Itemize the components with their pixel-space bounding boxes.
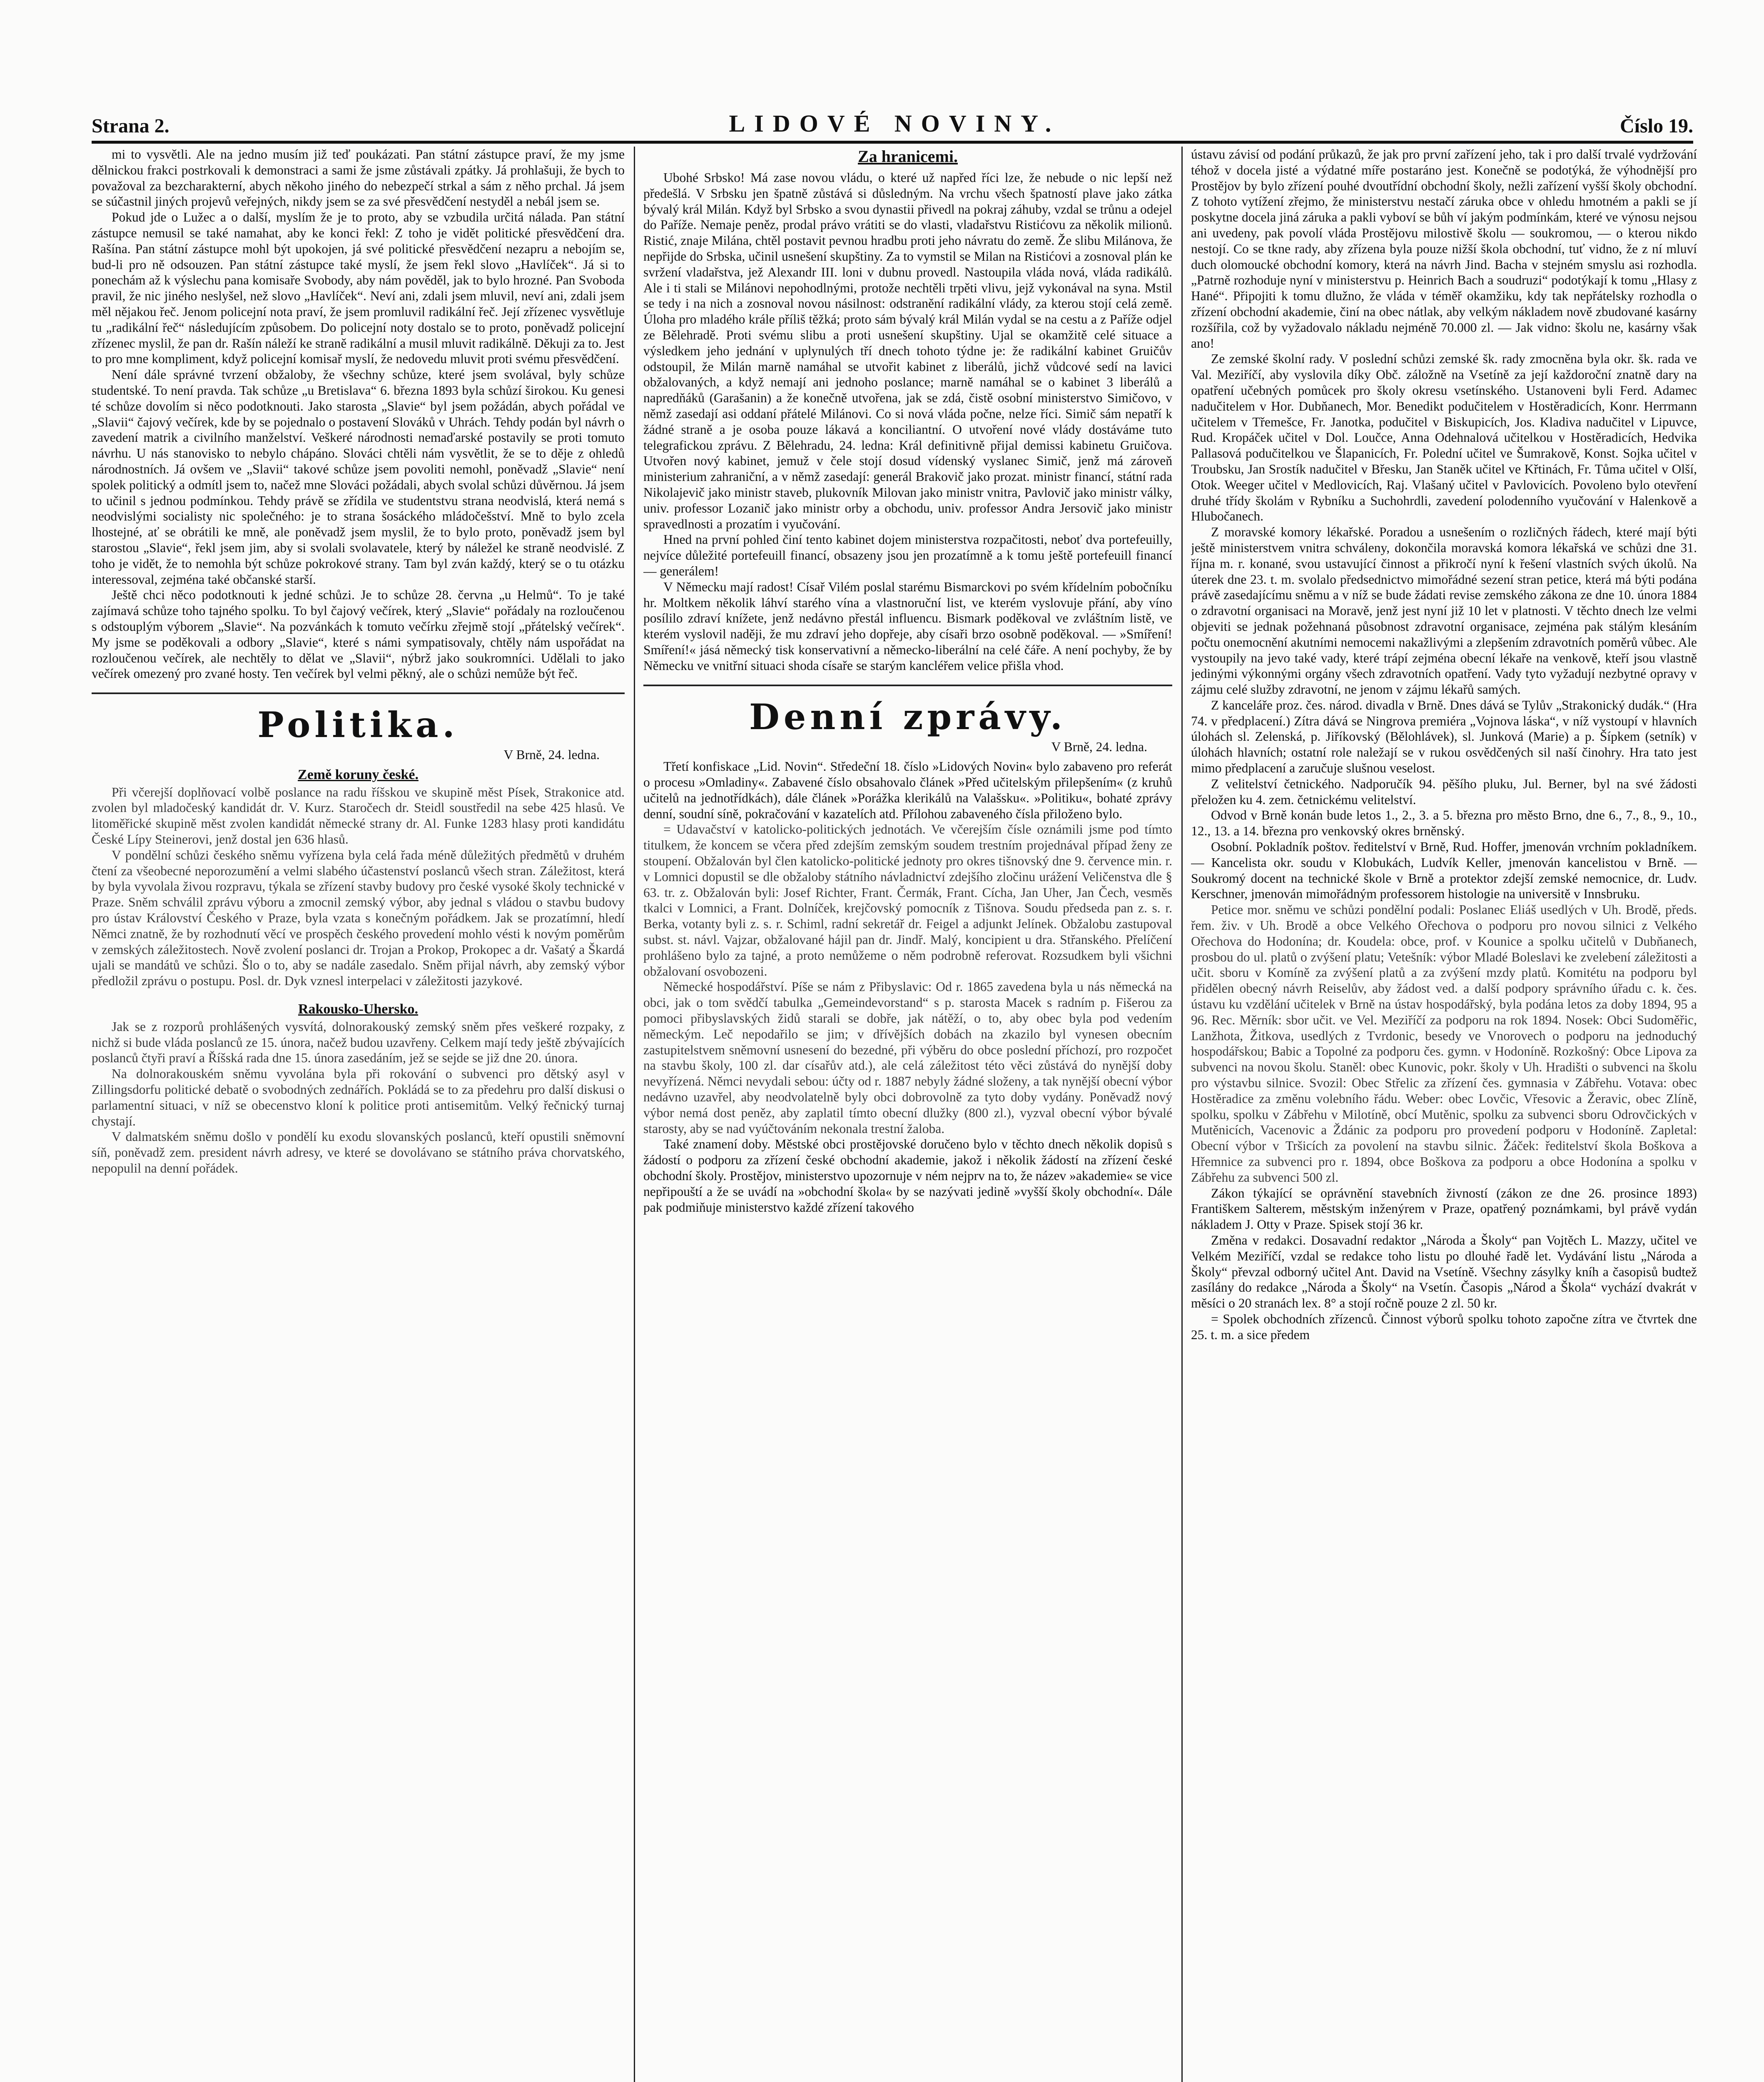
faded-text-block xyxy=(92,1019,625,1176)
dateline: V Brně, 24. ledna. xyxy=(503,747,600,762)
page-header xyxy=(92,102,1693,144)
article-paragraph: Z velitelství četnického. Nadporučík 94. pěšího pluku, Jul. Berner, byl na své žádosti přeložen ku 4. zem. četnickému velitelství. xyxy=(1191,776,1697,807)
column-rule xyxy=(1181,147,1183,2082)
section-divider xyxy=(643,685,1172,686)
faded-text-block xyxy=(1191,902,1697,1185)
faded-text-block xyxy=(92,784,625,989)
article-paragraph: ústavu závisí od podání průkazů, že jak pro první zařízení jeho, tak i pro další trvalé vydržování téhož v docela jisté a výdatné míře postaráno jest. Konečně se podotýká, že výhodnější pro Prostějov by bylo zřízení pouhé dvoutřídní obchodní školy, nežli zařízení vyšší školy obchodní. Z tohoto vytížení zřejmo, že ministerstvu nestačí záruka obce v ohledu hmotném a pakli se jí poskytne docela jiná záruka a pakli vyboví se bůh ví jakým podmínkám, které ve výnosu nejsou ani uvedeny, pak povolí vláda Prostějovu milostivě školu — soukromou, — o kterou nikdo nestojí. Co se tkne rady, aby zřízena byla pouze nižší škola obchodní, tuť vidno, že z ní mluví duch olomoucké obchodní komory, která na návrh Jind. Bacha v stejném smyslu asi rozhodla. „Patrně rozhoduje nyní v ministerstvu p. Heinrich Bach a soudruzi“ podotýkají k tomu „Hlasy z Hané“. Připojiti k tomu dlužno, že vláda v téměř okamžiku, kdy tak nepřátelsky rozhodla o zřízení obchodní akademie, činí na obec nátlak, aby velkým nákladem nově zbudované kasárny rozšířila, což by vyžadovalo nákladu nejméně 70.000 zl. — Jak vidno: školu ne, kasárny však ano! xyxy=(1191,147,1697,351)
article-paragraph: Petice mor. sněmu ve schůzi pondělní podali: Poslanec Eliáš usedlých v Uh. Brodě, předs. řem. živ. v Uh. Brodě a obce Velkého Ořechova o podporu pro novou silnici z Velkého Ořechova do Hodonína; dr. Koudela: obce, prof. v Kounice a spolku učitelů v Dubňanech, prosbou do ul. platů o zvýšení platu; Vetešník: výbor Mladé Boleslavi ke zvelebení záležitosti a učit. sboru v Komíně za zvýšení platů a za zvýšení mzdy platů. Komitétu na podporu byl přidělen obecný návrh Reiselův, aby žádost ved. a další podpory správního úřadu c. k. čes. ústavu ku vzdělání učitelek v Brně na ústav hospodářský, byla podána letos za doby 1894, 95 a 96. Rec. Měrník: sbor učit. ve Vel. Meziříčí za podporu na rok 1894. Nosek: Obci Sudoměřic, Lanžhota, Žitkova, usedlých z Tvrdonic, besedy ve Vnorovech o podporu na jednoduchý hospodářskou; Babic a Topolné za podporu čes. gymn. v Hodoníně. Rozkošný: Obce Lipova za subvenci na novou školu. Staněl: obec Kunovic, pokr. školy v Uh. Hradišti o subvenci na školu pro výstavbu silnice. Svozil: Obec Střelic za zřízení čes. gymnasia v Zábřehu. Votava: obec Hostěradice za změnu volebního řádu. Weber: obec Lovčic, Vřesovic a Žeravic, obec Zlíně, spolku, spolku v Zábřehu v Milotíně, obcí Mutěnic, spolku za subvenci sboru Odrovčických v Mutěnicích, Vacenovic a Ždánic za podporu pro provedení podporu v Hodoníně. Zapletal: Obecní výbor v Tršicích za povolení na stavbu silnic. Žáček: ředitelství škola Boškova a Hřemnice za subvenci pro r. 1894, obce Boškova za podporu a obce Hodonína a spolku v Zábřehu za subvenci 500 zl. xyxy=(1191,902,1697,1185)
article-paragraph: V dalmatském sněmu došlo v pondělí ku exodu slovanských poslanců, kteří opustili sněmovní síň, poněvadž zem. president návrh adresy, ve které se dovolávano se státního práva chorvatského, nepopulil na denní pořádek. xyxy=(92,1129,625,1176)
article-paragraph: Ubohé Srbsko! Má zase novou vládu, o které už napřed říci lze, že nebude o nic lepší než předešlá. V Srbsku jen špatně zůstává si důsledným. Na vrchu všech špatností plave jako zátka bývalý král Milán. Když byl Srbsko a svou dynastii přivedl na pokraj záhuby, vzdal se trůnu a odejel do Paříže. Nemaje peněz, prodal právo vrátiti se do vlasti, vladařstvu Ristićovu za několik milionů. Ristić, znaje Milána, chtěl postavit pevnou hradbu proti jeho návratu do země. Že slibu Milánova, že nepřijde do Srbska, učinil usnešení skupštiny. Za to vymstil se Milan na Ristićovi a zosnoval plán ke svržení vladařstva, jež Alexandr III. loni v dubnu provedl. Nastoupila vláda nová, vláda radikálů. Ale i ti stali se Milánovi nepohodlnými, protože nechtěli trpěti vlivu, jejž vykonával na syna. Mstil se tedy i na nich a zosnoval novou násilnost: odstranění radikální vlády, za kterou stojí celá země. Úloha pro mladého krále příliš těžká; proto sám bývalý král Milán vydal se na cestu a z Paříže odjel ze Bělehradě. Proti svému slibu a proti usnešení skupštiny. Ujal se okamžitě celé situace a výsledkem jeho jednání v uplynulých tří dnech tohoto týdne je: že radikální kabinet Gruičův odstoupil, že Milán marně namáhal se utvořit kabinet z liberálů, jichž vůdcové sedí na lavici obžalovaných, a když nemají ani jednoho poslance; marně namáhal se o kabinet 3 liberálů a napredňáků (Garašanin) a že konečně utvořena, jak se zdá, čistě osobní ministerstvo Simičovo, v němž zasedají asi oddaní přátelé Milánovi. Co si nová vláda počne, nelze říci. Simič sám nepatří k žádné straně a je osoba pouze lákavá a konciliantní. O utvoření nové vlády dostáváme tuto telegrafickou zprávu. Z Bělehradu, 24. ledna: Král definitivně přijal demissi kabinetu Gruičova. Utvořen nový kabinet, jemuž v čele stojí dosud vídenský vyslanec Simič, jenž má zároveň ministerium zahraniční, a v němž zasedají: generál Brakovič jako prozat. ministr financí, státní rada Nikolajevič jako ministr staveb, plukovník Milovan jako ministr vnitra, Pavlovič jako ministr války, univ. professor Lozanič jako ministr orby a obchodu, univ. professor Andra Jersovič jako ministr spravedlnosti a prozatím i vyučování. xyxy=(643,170,1172,531)
masthead-title: LIDOVÉ NOVINY. xyxy=(729,110,1061,137)
article-paragraph: Z moravské komory lékařské. Poradou a usnešením o rozličných řádech, které mají býti ještě ministerstvem vnitra schváleny, dokončila moravská komora lékařská ve schůzi dne 31. října m. r. konané, svou ustavující činnost a přikročí nyní k řešení vlastních svých úkolů. Na úterek dne 23. t. m. svolalo předsednictvo mimořádné sezení stran petice, která má býti podána právě zasedajícímu sněmu a v níž se bude žádati revise zemského zákona ze dne 10. února 1884 o zdravotní organisaci na Moravě, jenž jest nyní již 10 let v platnosti. V těchto dnech lze velmi objeviti se jednak požehnaná působnost zdravotní organisace, zejména pak stálým klesáním počtu onemocnění akutními nemocemi nakažlivými a zlepšením zdravotních poměrů vůbec. Ale vystoupily na jevo také vady, které trápí zejména obecní lékaře na venkově, kteří jsou vlastně jedinými výkonnými orgány všech zdravotních opatření. Vady tyto vyžadují nezbytné opravy v zájmu celé služby zdravotní, ne jenom v zájmu lékařů samých. xyxy=(1191,525,1697,697)
section-title-hranicemi: Za hranicemi. xyxy=(858,147,958,166)
article-paragraph: = Spolek obchodních zřízenců. Činnost výborů spolku tohoto započne zítra ve čtvrtek dne 25. t. m. a sice předem xyxy=(1191,1311,1697,1342)
article-paragraph: Osobní. Pokladník poštov. ředitelství v Brně, Rud. Hoffer, jmenován vrchním pokladníkem. — Kancelista okr. soudu v Klobukách, Ludvík Keller, jmenován kancelistou v Brně. — Soukromý docent na technické škole v Brně a protektor zdejší zemské nemocnice, dr. Ludv. Kerschner, jmenován mimořádným professorem histologie na universitě v Innsbruku. xyxy=(1191,839,1697,902)
column-3 xyxy=(1191,147,1697,2082)
dateline: V Brně, 24. ledna. xyxy=(1051,739,1147,754)
article-paragraph: Při včerejší doplňovací volbě poslance na radu říšskou ve skupině měst Písek, Strakonice atd. zvolen byl mladočeský kandidát dr. V. Kurz. Staročech dr. Steidl soustředil na sebe 425 hlasů. Ve litoměřické skupině měst zvolen kandidát německé strany dr. Al. Funke 1283 hlasy proti kandidátu České Lípy Steinerovi, jenž dostal jen 636 hlasů. xyxy=(92,784,625,847)
section-title-politika: Politika. xyxy=(257,704,459,746)
column-rule xyxy=(634,147,635,2082)
article-paragraph: Na dolnorakouském sněmu vyvolána byla při rokování o subvenci pro dětský asyl v Zillingsdorfu politické debatě o svobodných zednářích. Pokládá se to za předehru pro další diskusi o parlamentní situaci, v níž se obecenstvo kloní k politice proti antisemitům. Velký řečnický turnaj chystají. xyxy=(92,1066,625,1128)
article-paragraph: Jak se z rozporů prohlášených vysvítá, dolnorakouský zemský sněm přes veškeré rozpaky, z nichž si bude vláda poslanců ze 15. února, načež budou uzavřeny. Celkem mají tedy ještě zbývajících poslanců čtyři praví a Říšská rada dne 15. února zasedáním, jež se sejde se již dne 20. února. xyxy=(92,1019,625,1066)
article-paragraph: Ze zemské školní rady. V poslední schůzi zemské šk. rady zmocněna byla okr. šk. rada ve Val. Meziříčí, aby vyslovila díky Obč. záložně na Vsetíně za její každoroční znatně dary na opatření učebných pomůcek pro školy okresu vsetínského. Ustanoveni byli Ferd. Adamec nadučitelem v Hor. Dubňanech, Mor. Benedikt podučitelem v Hostěradicích, Konr. Herrmann učitelem v Třemešce, Fr. Janotka, podučitel v Biskupicích, Jos. Kladiva nadučitel v Lipuvce, Rud. Kropáček učitel v Dol. Loučce, Anna Odehnalová učitelkou v Hostěradicích, Hedvika Pallasová podučitelkou ve Šlapanicích, Fr. Polední učitel ve Šumrakově, Konst. Sojka učitel v Troubsku, Jan Srostík nadučitel v Břesku, Jan Staněk učitel ve Křtinách, Fr. Tůma učitel v Olší, Otok. Weeger učitel v Medlovicích, Raj. Vlašaný učitel v Pavlovicích. Povoleno bylo otevření druhé třídy školám v Rybníku a Suchohrdli, zavedení polodenního vyučování v Halenkově a Hlubočanech. xyxy=(1191,351,1697,524)
article-paragraph: mi to vysvětli. Ale na jedno musím již teď poukázati. Pan státní zástupce praví, že my jsme dělnickou frakci postrkovali k demonstraci a sami že jsme zůstávali zpátky. Já prohlašuji, že bych to považoval za bezcharakterní, abych někoho jiného do nebezpečí strkal a sám z něho prchal. Já jsem se súčastnil jiných projevů veřejných, nikdy jsem se za své přesvědčení nestyděl a nebál jsem se. xyxy=(92,147,625,209)
article-paragraph: V Německu mají radost! Císař Vilém poslal starému Bismarckovi po svém křídelním pobočníku hr. Moltkem několik láhví starého vína a vlastnoruční list, ve kterém vyslovuje přání, aby víno posílilo zdraví knížete, jenž nedávno přestál influencu. Bismark poděkoval ve zvláštním listě, ve kterém vyslovil naději, že mu zdraví jeho dopřeje, aby císaři brzo osobně poděkoval. — »Smíření! Smíření!« jásá německý tisk konservativní a německo-liberální na celé čáře. A není pochyby, že by Německu ve vnitřní situaci shoda císaře se starým kancléřem velice přišla vhod. xyxy=(643,579,1172,673)
article-paragraph: Zákon týkající se oprávnění stavebních živností (zákon ze dne 26. prosince 1893) Františkem Salterem, městským inženýrem v Praze, opatřený poznámkami, byl právě vydán nákladem J. Otty v Praze. Spisek stojí 36 kr. xyxy=(1191,1185,1697,1232)
article-paragraph: Pokud jde o Lužec a o další, myslím že je to proto, aby se vzbudila určitá nálada. Pan státní zástupce nemusil se také namahat, aby ke konci řekl: Z toho je vidět politické přesvědčení dra. Rašína. Pan státní zástupce mohl být upokojen, já své politické přesvědčení nezapru a nebojím se, bud-li pro ně odsouzen. Pan státní zástupce také myslí, že jsem řekl slovo „Havlíček“. Já si to ponechám až k výslechu pana komisaře Svobody, aby nám pověděl, jak to bylo hrozné. Pan Svoboda pravil, že nic jiného neslyšel, než slovo „Havlíček“. Neví ani, zdali jsem mluvil, neví ani, zdali jsem měl nějakou řeč. Jenom policejní nota praví, že jsem promluvil radikální řeč. Její zřízenec vysvětluje tu „radikální řeč“ následujícím způsobem. Do policejní noty dostalo se to proto, poněvadž policejní zřízenec myslil, že pan dr. Rašín náleží ke straně radikální a musil mluvit radikálně. Děkuji za to. Jest to pro mne kompliment, když policejní komisař myslí, že nedovedu mluvit proti svému přesvědčení. xyxy=(92,210,625,366)
column-1 xyxy=(92,147,625,2082)
article-paragraph: V pondělní schůzi českého sněmu vyřízena byla celá řada méně důležitých předmětů v druhém čtení za všeobecné neporozumění a velmi slabého účastenství poslanců všech stran. Záležitost, která by byla vyvolala živou rozpravu, týkala se zřízení stavby budovy pro české vysoké školy technické v Praze. Sněm schválil zprávu výboru a zmocnil zemský výbor, aby jednal s vládou o stavbu budovy pro ústav Království Českého v Praze, byla vzata s konečným pořádkem. Jak se prozatímní, hledí Němci znatně, že by rozhodnutí věcí ve prospěch českého provedení mohlo vésti k novým poměrům v zemských záležitostech. Nově zvolení poslanci dr. Trojan a Prokop, Prokopec a dr. Vašatý a Škardá ujali se mandátů ve schůzi. Šlo o to, aby se nadále zasedalo. Sněm přijal návrh, aby zemský výbor předložil zprávu o postupu. Posl. dr. Dyk vznesl interpelaci v záležitosti jazykové. xyxy=(92,847,625,989)
article-paragraph: Odvod v Brně konán bude letos 1., 2., 3. a 5. března pro město Brno, dne 6., 7., 8., 9., 10., 12., 13. a 14. března pro venkovský okres brněnský. xyxy=(1191,808,1697,839)
article-paragraph: Německé hospodářství. Píše se nám z Přibyslavic: Od r. 1865 zavedena byla u nás německá na obci, jak o tom svědčí tabulka „Gemeindevorstand“ s p. starosta Macek s radním p. Fišerou za pomoci přibyslavských židů starali se dobře, jak nátěží, o to, aby obec byla pod vedením německým. Leč nepodařilo se jim; v dřívějších dobách na zkazilo byl vynesen obecním zastupitelstvem sněmovní usnesení do bezedné, při výběru do obce poslední příchozí, pro rozpočet na stavbu školy, 100 zl. dar císařův atd.), ale celá záležitost této věci zůstává do nynější doby nevyřízená. Němci nevydali sebou: účty od r. 1887 nebyly žádné složeny, a tak nynější obecní výbor nedávno uzavřel, aby neodvolatelně byly obci dobrovolně za tyto doby vydány. Poněvadž nový výbor nemá dost peněz, aby zaplatil tímto obecní dlužky (800 zl.), vyzval obecní výbor bývalé starosty, aby se nad vyúčtováním nekonala trestní žaloba. xyxy=(643,979,1172,1136)
subsection-title: Země koruny české. xyxy=(298,767,419,782)
article-paragraph: = Udavačství v katolicko-politických jednotách. Ve včerejším čísle oznámili jsme pod tímto titulkem, že koncem se včera před zdejším zemským soudem trestním projednával případ ženy ze stoupení. Obžalován byl člen katolicko-politické jednoty pro okres tišnovský dne 9. července min. r. v Lomnici dopustil se dle obžaloby státního návladnictví zdejšího zločinu urážení Veličenstva dle § 63. tr. z. Obžalován byli: Josef Richter, Frant. Čermák, Frant. Cícha, Jan Uher, Jan Čech, vesměs tkalci v Lomnici, a Frant. Dolníček, krejčovský pomocník z Tišnova. Soudu předseda pan z. s. r. Berka, votanty byli z. s. r. Schiml, radní sekretář dr. Feigel a adjunkt Jelínek. Obžalobu zastupoval subst. st. návl. Vajzar, obžalované hájil pan dr. Jindř. Malý, koncipient u dra. Střanského. Přelíčení prohlášeno bylo za tajné, a proto nemůžeme o něm podrobně referovat. Rozsudkem byli všichni obžalovaní osvobozeni. xyxy=(643,822,1172,979)
article-paragraph: Třetí konfiskace „Lid. Novin“. Středeční 18. číslo »Lidových Novin« bylo zabaveno pro referát o procesu »Omladiny«. Zabavené číslo obsahovalo článek »Před učitelským přilepšením« (z kruhů učitelů na jednotřídkách), dále článek »Porážka klerikálů na Valašsku«. »Politiku«, bohaté zprávy denní, soudní síně, pokračování v kazatelích atd. Přílohou zabaveného čísla přiloženo bylo. xyxy=(643,759,1172,821)
column-2 xyxy=(643,147,1172,2082)
issue-number: Číslo 19. xyxy=(1619,115,1693,137)
page-number: Strana 2. xyxy=(92,115,169,137)
section-title-denni-zpravy: Denní zprávy. xyxy=(749,696,1066,737)
article-paragraph: Změna v redakci. Dosavadní redaktor „Národa a Školy“ pan Vojtěch L. Mazzy, učitel ve Velkém Meziříčí, vzdal se redakce toho listu po dlouhé řadě let. Vydávání listu „Národa a Školy“ převzal odborný učitel Ant. David na Vsetíně. Všechny zásylky kníh a časopisů budtež zasílány do redakce „Národa a Školy“ na Vsetín. Časopis „Národ a Škola“ vychází dvakrát v měsíci o 20 stranách lex. 8° a stojí ročně pouze 2 zl. 50 kr. xyxy=(1191,1233,1697,1311)
article-paragraph: Z kanceláře proz. čes. národ. divadla v Brně. Dnes dává se Tylův „Strakonický dudák.“ (Hra 74. v předplacení.) Zítra dává se Ningrova premiéra „Vojnova láska“, v níž vystoupí v hlavních úlohách sl. Zelenská, p. Jiříkovský (Bělohlávek), sl. Junková (Marie) a p. Šípkem (setník) v úlohách hlavních; ostatní role naležají se v rukou osvědčených sil naší činohry. Hra tato jest mimo předplacení a zaručuje slušnou veselost. xyxy=(1191,697,1697,776)
article-paragraph: Ještě chci něco podotknouti k jedné schůzi. Je to schůze 28. června „u Helmů“. To je také zajímavá schůze toho tajného spolku. To byl čajový večírek, který „Slavie“ pořádaly na rozloučenou s odstouplým výborem „Slavie“. Na pozvánkách k tomuto večírku zřejmě stojí „přátelský večírek“. My jsme se poděkovali a odbory „Slavie“, které s námi sympatisovaly, chtěly nám uspořádat na rozloučenou večírek, ale nechtěly to dělat ve „Slavii“, nýbrž jako soukromníci. Udělali to jako večírek omezený pro zvané hosty. Ten večírek byl velmi pěkný, ale o schůzi nemůže být řeč. xyxy=(92,588,625,681)
article-paragraph: Také znamení doby. Městské obci prostějovské doručeno bylo v těchto dnech několik dopisů s žádostí o podporu za zřízení české obchodní akademie, jakož i několik žádostí na zřízení české obchodní školy. Prostějov, ministerstvo upozornuje v ném nejprv na to, že název »akademie« se vice nepřipouští a že se uvádí na »obchodní škola« by se nazývati jedině »vyšší školy obchodní«. Dále pak podmiňuje ministerstvo každé zřízení takového xyxy=(643,1137,1172,1215)
section-divider xyxy=(92,692,625,694)
article-paragraph: Není dále správné tvrzení obžaloby, že všechny schůze, které jsem svolával, byly schůze studentské. To není pravda. Tak schůze „u Bretislava“ 6. března 1893 byla schůzí širokou. Ku genesi té schůze dovolím si něco podotknouti. Jako starosta „Slavie“ byl jsem požádán, abych pořádal ve „Slavii“ čajový večírek, kde by se pojednalo o postavení Slováků v Uhrách. Tehdy podán byl návrh o zavedení matrik a civilního manželství. Veškeré národnosti nemaďarské postavily se proti tomuto návrhu. U nás stanovisko to nebylo chápáno. Slováci chtěli nám vysvětlit, že se to děje z ohledů národnostních. Já ovšem ve „Slavii“ takové schůze jsem povoliti nemohl, poněvadž „Slavie“ není spolek politický a odmítl jsem to, načež mne Slováci požádali, abych svolal schůzi důvěrnou. Já jsem to učinil s jednou podmínkou. Tehdy právě se zřídila ve studentstvu strana neodvislá, která nemá s neodvislými socialisty nic společného: je to strana šosáckého mládočešství. Mně to bylo zcela lhostejné, ať se obrátili ke mně, ale poněvadž jsem myslil, že to bylo proto, poněvadž jsem byl starostou „Slavie“, řekl jsem jim, aby si svolali svolavatele, který by náležel ke straně neodvislé. Z toho je vidět, že to nemohla být schůze pokrokové strany. Tam byl zván každý, který se o tu otázku interessoval, zejména také občanské starší. xyxy=(92,367,625,587)
subsection-title: Rakousko-Uhersko. xyxy=(298,1001,419,1017)
article-paragraph: Hned na první pohled činí tento kabinet dojem ministerstva rozpačitosti, neboť dva portefeuilly, nejvíce důležité portefeuill financí, obsazeny jsou jen prozatímně a k tomu ještě portefeuill financí — generálem! xyxy=(643,532,1172,578)
faded-text-block xyxy=(643,822,1172,1136)
